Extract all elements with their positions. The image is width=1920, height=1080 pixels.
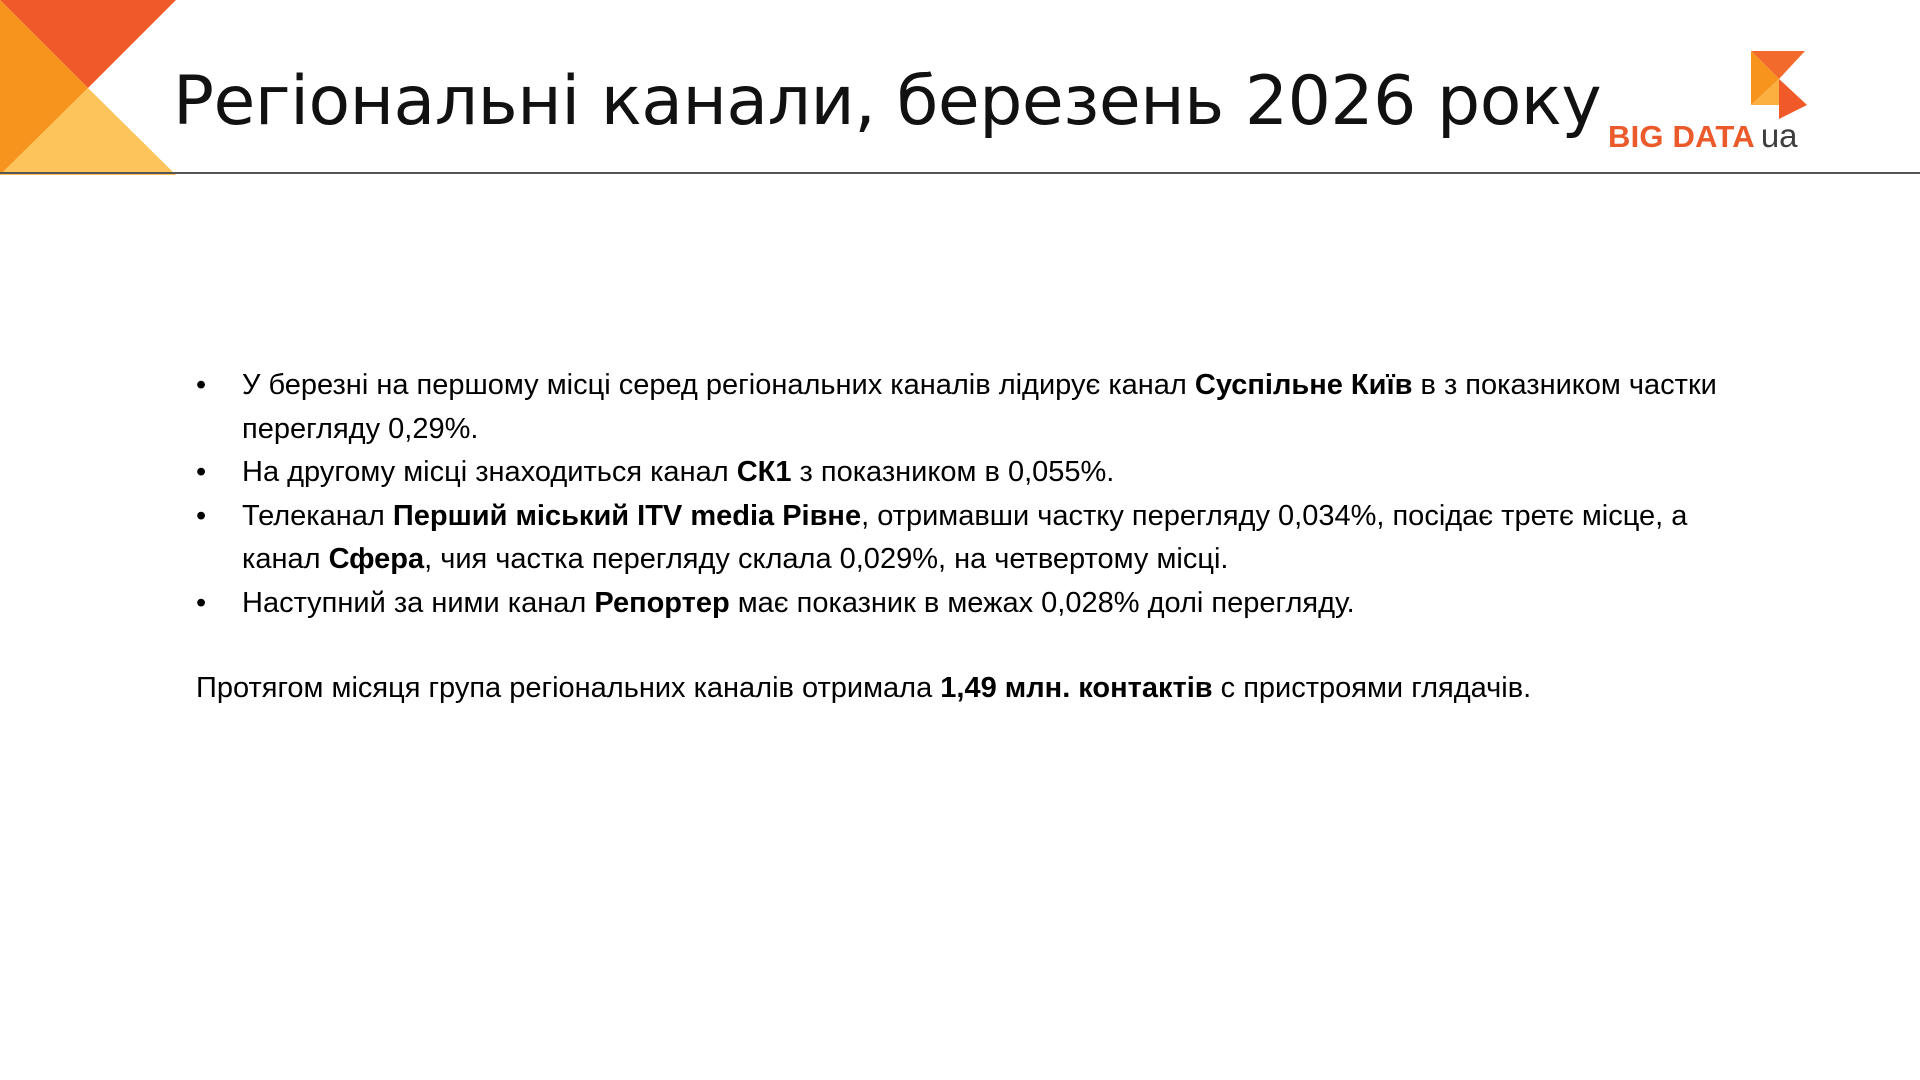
bullet-item-4 bbox=[196, 582, 1756, 626]
bullet-item-3 bbox=[196, 495, 1756, 582]
bullet-text: має показник в межах 0,028% долі перегляду. bbox=[729, 586, 1355, 619]
slide-content bbox=[196, 364, 1756, 711]
bullet-text: з показником в 0,055%. bbox=[791, 456, 1115, 488]
bullet-text: , отримавши частку перегляду 0,034%, посідає третє місце, а канал bbox=[242, 499, 1688, 575]
header-divider bbox=[0, 172, 1920, 174]
bullet-marker: • bbox=[196, 586, 207, 619]
logo-mark-icon bbox=[1749, 49, 1813, 121]
big-data-ua-logo bbox=[1605, 45, 1835, 157]
corner-decoration bbox=[0, 0, 176, 175]
channel-name: СК1 bbox=[736, 456, 792, 488]
channel-name: Репортер bbox=[594, 586, 730, 619]
bullet-item-1 bbox=[196, 364, 1756, 451]
bullet-text: На другому місці знаходиться канал bbox=[242, 456, 737, 488]
page-title: Регіональні канали, березень 2026 року bbox=[173, 62, 1602, 141]
channel-name: Суспільне Київ bbox=[1194, 369, 1413, 401]
summary-text: с пристроями глядачів. bbox=[1212, 672, 1532, 704]
bullet-item-2 bbox=[196, 451, 1756, 495]
summary-text: Протягом місяця група регіональних каналів отримала bbox=[196, 672, 941, 704]
bullet-list bbox=[196, 364, 1756, 625]
bullet-text: , чия частка перегляду склала 0,029%, на четвертому місці. bbox=[424, 543, 1229, 575]
bullet-marker: • bbox=[196, 456, 207, 488]
channel-name: Перший міський ITV media Рівне bbox=[392, 499, 862, 532]
bullet-text: Наступний за ними канал bbox=[242, 586, 595, 619]
bullet-text: Телеканал bbox=[242, 499, 393, 532]
contacts-figure: 1,49 млн. контактів bbox=[940, 672, 1213, 704]
channel-name: Сфера bbox=[328, 543, 425, 575]
logo-suffix: ua bbox=[1760, 117, 1798, 154]
bullet-text: в з показником частки перегляду 0,29%. bbox=[242, 369, 1717, 445]
bullet-marker: • bbox=[196, 499, 207, 532]
logo-brand-text: BIG DATA bbox=[1608, 119, 1755, 154]
bullet-text: У березні на першому місці серед регіональних каналів лідирує канал bbox=[242, 369, 1195, 401]
summary-paragraph bbox=[196, 667, 1756, 711]
bullet-marker: • bbox=[196, 369, 207, 401]
logo-text bbox=[1608, 117, 1798, 155]
